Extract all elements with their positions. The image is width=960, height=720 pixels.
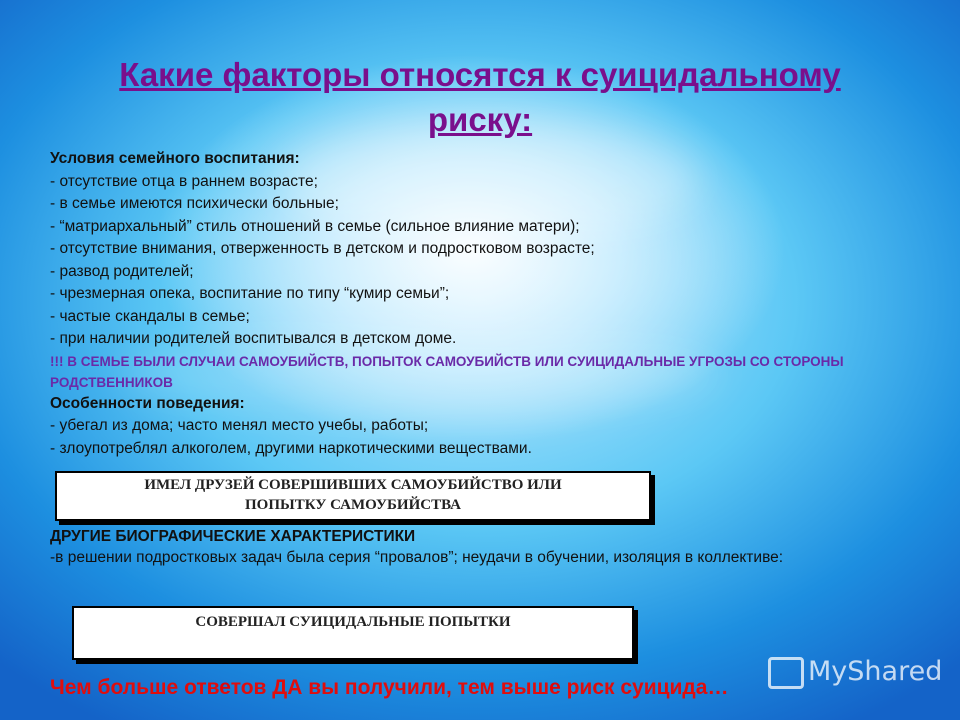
list-item: - развод родителей;: [50, 262, 194, 280]
box-line: ПОПЫТКУ САМОУБИЙСТВА: [245, 497, 461, 513]
other-characteristics: [50, 526, 940, 568]
title-line-1: Какие факторы относятся к суицидальному: [119, 56, 841, 93]
box-line: СОВЕРШАЛ СУИЦИДАЛЬНЫЕ ПОПЫТКИ: [195, 614, 511, 630]
list-item: - убегал из дома; часто менял место учебы, работы;: [50, 417, 429, 434]
list-item: - “матриархальный” стиль отношений в семье (сильное влияние матери);: [50, 217, 580, 235]
list-item: - при наличии родителей воспитывался в детском доме.: [50, 330, 457, 347]
list-item: - частые скандалы в семье;: [50, 307, 250, 325]
family-section: [50, 148, 930, 460]
page-title: [40, 52, 920, 142]
behavior-heading: Особенности поведения:: [50, 394, 245, 412]
watermark-text: MyShared: [808, 656, 943, 687]
family-heading: Условия семейного воспитания:: [50, 150, 300, 167]
footer-conclusion: Чем больше ответов ДА вы получили, тем выше риск суицида…: [50, 676, 729, 699]
list-item: - отсутствие отца в раннем возрасте;: [50, 172, 318, 190]
play-icon: [768, 657, 804, 689]
watermark: [768, 656, 942, 689]
other-text: -в решении подростковых задач была серия “провалов”; неудачи в обучении, изоляция в коллективе:: [50, 549, 784, 566]
list-item: - в семье имеются психически больные;: [50, 195, 339, 212]
title-line-2: риску:: [427, 101, 533, 138]
list-item: - злоупотреблял алкоголем, другими наркотическими веществами.: [50, 439, 532, 457]
list-item: - чрезмерная опека, воспитание по типу “кумир семьи”;: [50, 285, 450, 302]
family-warning: !!! В СЕМЬЕ БЫЛИ СЛУЧАИ САМОУБИЙСТВ, ПОПЫТОК САМОУБИЙСТВ ИЛИ СУИЦИДАЛЬНЫЕ УГРОЗЫ СО СТОРОНЫ РОДСТВЕННИКОВ: [50, 353, 844, 390]
list-item: - отсутствие внимания, отверженность в детском и подростковом возрасте;: [50, 240, 595, 257]
suicide-attempts-box: [72, 606, 634, 660]
box-line: ИМЕЛ ДРУЗЕЙ СОВЕРШИВШИХ САМОУБИЙСТВО ИЛИ: [144, 477, 562, 493]
friends-suicide-box: [55, 471, 651, 521]
other-heading: ДРУГИЕ БИОГРАФИЧЕСКИЕ ХАРАКТЕРИСТИКИ: [50, 528, 416, 545]
